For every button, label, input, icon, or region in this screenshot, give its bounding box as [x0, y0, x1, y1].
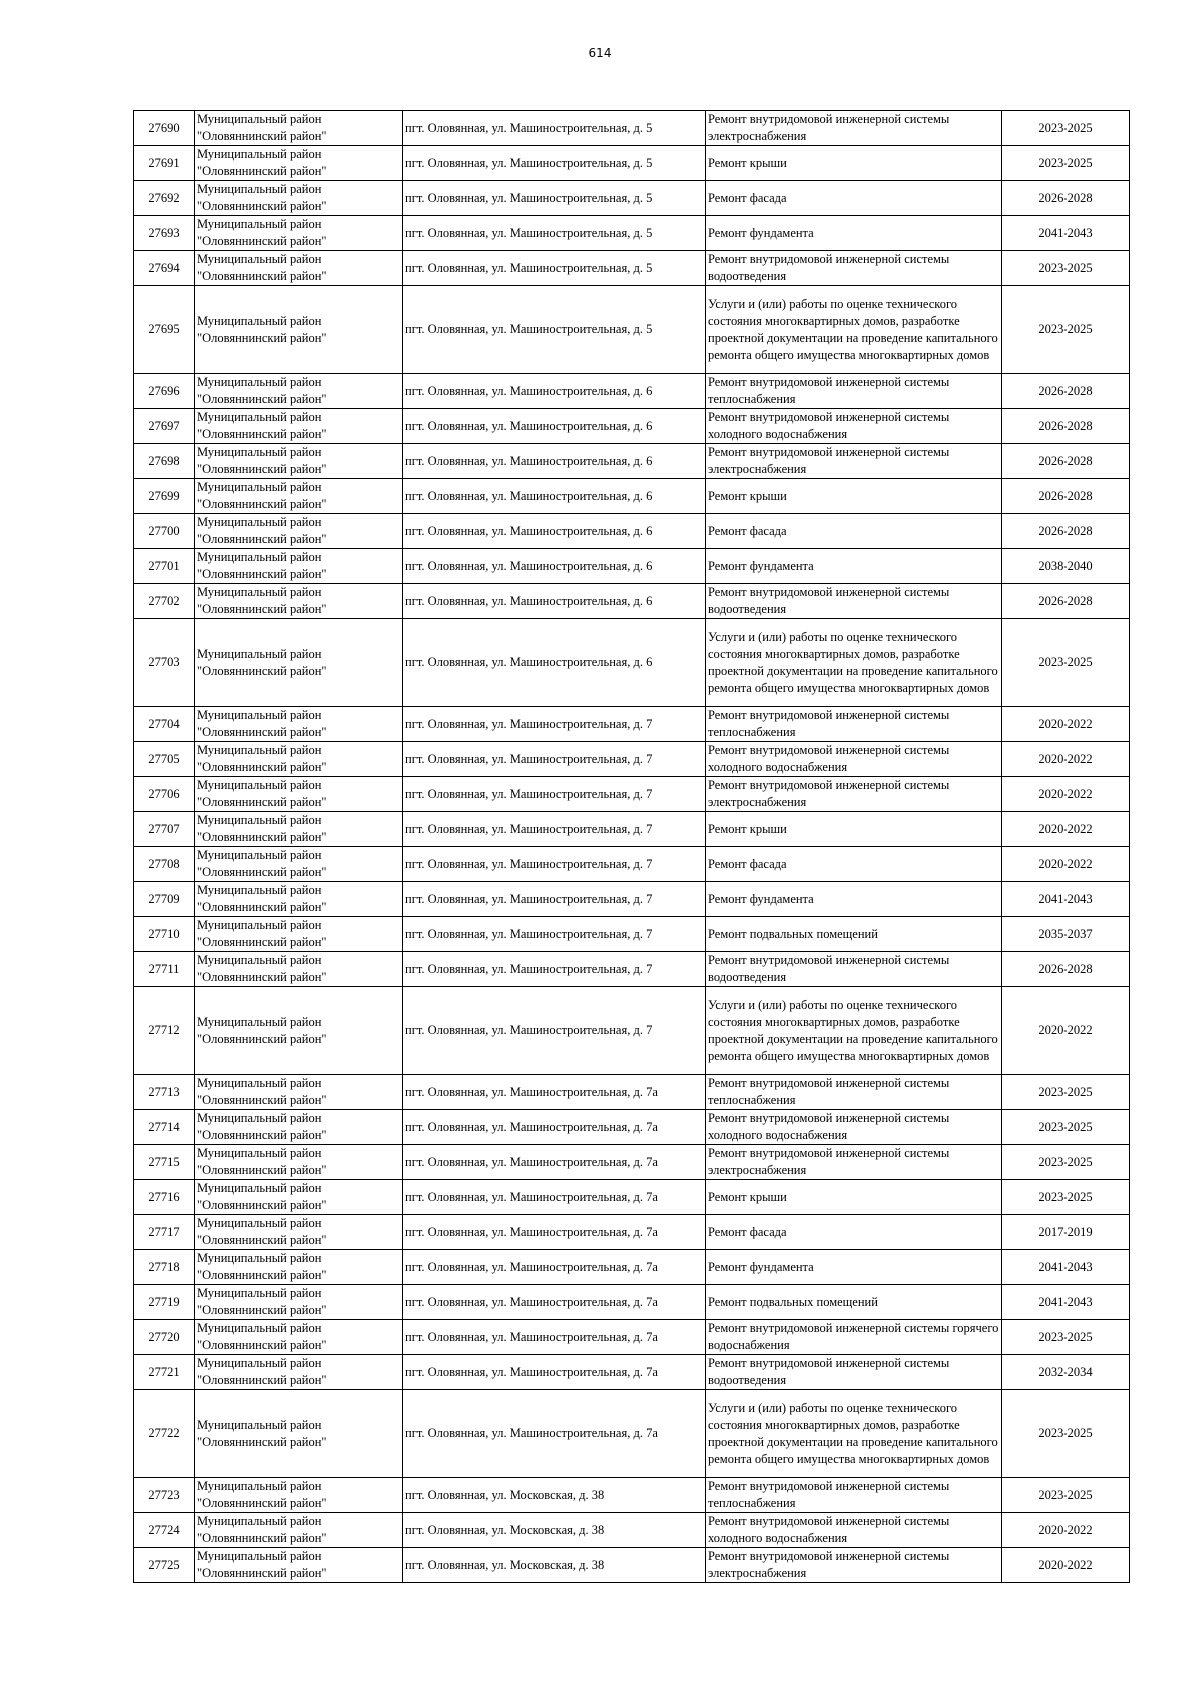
work-type-cell: Ремонт внутридомовой инженерной системы водоотведения — [706, 1355, 1002, 1390]
municipality-cell: Муниципальный район "Оловяннинский район" — [195, 181, 403, 216]
row-number: 27717 — [134, 1215, 195, 1250]
period-cell: 2023-2025 — [1002, 1390, 1130, 1478]
work-type-cell: Ремонт фундамента — [706, 216, 1002, 251]
table-row — [134, 847, 1130, 882]
address-cell: пгт. Оловянная, ул. Машиностроительная, д. 5 — [403, 286, 706, 374]
table-row — [134, 1513, 1130, 1548]
address-cell: пгт. Оловянная, ул. Машиностроительная, д. 5 — [403, 146, 706, 181]
table-row — [134, 216, 1130, 251]
municipality-cell: Муниципальный район "Оловяннинский район" — [195, 777, 403, 812]
municipality-cell: Муниципальный район "Оловяннинский район" — [195, 1390, 403, 1478]
work-type-cell: Ремонт внутридомовой инженерной системы теплоснабжения — [706, 374, 1002, 409]
row-number: 27713 — [134, 1075, 195, 1110]
work-type-cell: Ремонт внутридомовой инженерной системы холодного водоснабжения — [706, 1513, 1002, 1548]
work-type-cell: Ремонт крыши — [706, 146, 1002, 181]
address-cell: пгт. Оловянная, ул. Машиностроительная, д. 7 — [403, 847, 706, 882]
row-number: 27710 — [134, 917, 195, 952]
period-cell: 2023-2025 — [1002, 1180, 1130, 1215]
table-row — [134, 444, 1130, 479]
municipality-cell: Муниципальный район "Оловяннинский район" — [195, 917, 403, 952]
row-number: 27714 — [134, 1110, 195, 1145]
work-type-cell: Ремонт внутридомовой инженерной системы холодного водоснабжения — [706, 1110, 1002, 1145]
address-cell: пгт. Оловянная, ул. Машиностроительная, д. 7а — [403, 1180, 706, 1215]
row-number: 27722 — [134, 1390, 195, 1478]
row-number: 27701 — [134, 549, 195, 584]
address-cell: пгт. Оловянная, ул. Машиностроительная, д. 7 — [403, 952, 706, 987]
municipality-cell: Муниципальный район "Оловяннинский район" — [195, 514, 403, 549]
municipality-cell: Муниципальный район "Оловяннинский район" — [195, 584, 403, 619]
row-number: 27704 — [134, 707, 195, 742]
work-type-cell: Ремонт внутридомовой инженерной системы теплоснабжения — [706, 1478, 1002, 1513]
work-type-cell: Ремонт внутридомовой инженерной системы электроснабжения — [706, 111, 1002, 146]
row-number: 27703 — [134, 619, 195, 707]
row-number: 27693 — [134, 216, 195, 251]
work-type-cell: Услуги и (или) работы по оценке технического состояния многоквартирных домов, разработке проектной документации на проведение капитального ремонта общего имущества многоквартирных домов — [706, 987, 1002, 1075]
address-cell: пгт. Оловянная, ул. Машиностроительная, д. 5 — [403, 251, 706, 286]
table-row — [134, 1110, 1130, 1145]
work-type-cell: Ремонт подвальных помещений — [706, 1285, 1002, 1320]
table-row — [134, 742, 1130, 777]
address-cell: пгт. Оловянная, ул. Машиностроительная, д. 7а — [403, 1145, 706, 1180]
period-cell: 2038-2040 — [1002, 549, 1130, 584]
municipality-cell: Муниципальный район "Оловяннинский район" — [195, 1285, 403, 1320]
period-cell: 2020-2022 — [1002, 847, 1130, 882]
table-row — [134, 987, 1130, 1075]
period-cell: 2023-2025 — [1002, 1075, 1130, 1110]
period-cell: 2020-2022 — [1002, 742, 1130, 777]
address-cell: пгт. Оловянная, ул. Машиностроительная, д. 7 — [403, 777, 706, 812]
municipality-cell: Муниципальный район "Оловяннинский район" — [195, 146, 403, 181]
address-cell: пгт. Оловянная, ул. Машиностроительная, д. 7 — [403, 882, 706, 917]
period-cell: 2026-2028 — [1002, 409, 1130, 444]
municipality-cell: Муниципальный район "Оловяннинский район" — [195, 1075, 403, 1110]
municipality-cell: Муниципальный район "Оловяннинский район" — [195, 707, 403, 742]
work-type-cell: Ремонт внутридомовой инженерной системы холодного водоснабжения — [706, 409, 1002, 444]
municipality-cell: Муниципальный район "Оловяннинский район" — [195, 1355, 403, 1390]
work-type-cell: Ремонт крыши — [706, 812, 1002, 847]
row-number: 27697 — [134, 409, 195, 444]
work-type-cell: Ремонт внутридомовой инженерной системы электроснабжения — [706, 1145, 1002, 1180]
table-row — [134, 619, 1130, 707]
row-number: 27724 — [134, 1513, 195, 1548]
period-cell: 2026-2028 — [1002, 584, 1130, 619]
table-row — [134, 917, 1130, 952]
period-cell: 2020-2022 — [1002, 987, 1130, 1075]
row-number: 27711 — [134, 952, 195, 987]
work-type-cell: Ремонт внутридомовой инженерной системы теплоснабжения — [706, 1075, 1002, 1110]
table-row — [134, 409, 1130, 444]
period-cell: 2020-2022 — [1002, 1513, 1130, 1548]
address-cell: пгт. Оловянная, ул. Машиностроительная, д. 7а — [403, 1390, 706, 1478]
address-cell: пгт. Оловянная, ул. Машиностроительная, д. 6 — [403, 584, 706, 619]
address-cell: пгт. Оловянная, ул. Машиностроительная, д. 5 — [403, 181, 706, 216]
work-type-cell: Услуги и (или) работы по оценке технического состояния многоквартирных домов, разработке проектной документации на проведение капитального ремонта общего имущества многоквартирных домов — [706, 1390, 1002, 1478]
row-number: 27705 — [134, 742, 195, 777]
row-number: 27702 — [134, 584, 195, 619]
address-cell: пгт. Оловянная, ул. Машиностроительная, д. 7а — [403, 1355, 706, 1390]
work-type-cell: Ремонт внутридомовой инженерной системы электроснабжения — [706, 444, 1002, 479]
work-type-cell: Ремонт внутридомовой инженерной системы водоотведения — [706, 584, 1002, 619]
table-row — [134, 1215, 1130, 1250]
address-cell: пгт. Оловянная, ул. Машиностроительная, д. 6 — [403, 619, 706, 707]
table-row — [134, 952, 1130, 987]
work-type-cell: Ремонт фундамента — [706, 549, 1002, 584]
period-cell: 2020-2022 — [1002, 777, 1130, 812]
address-cell: пгт. Оловянная, ул. Московская, д. 38 — [403, 1478, 706, 1513]
table-row — [134, 1320, 1130, 1355]
period-cell: 2020-2022 — [1002, 707, 1130, 742]
table-row — [134, 707, 1130, 742]
row-number: 27699 — [134, 479, 195, 514]
table-row — [134, 1478, 1130, 1513]
row-number: 27723 — [134, 1478, 195, 1513]
period-cell: 2023-2025 — [1002, 286, 1130, 374]
table-row — [134, 111, 1130, 146]
table-row — [134, 1285, 1130, 1320]
municipality-cell: Муниципальный район "Оловяннинский район" — [195, 812, 403, 847]
table-row — [134, 777, 1130, 812]
work-type-cell: Ремонт фундамента — [706, 882, 1002, 917]
row-number: 27694 — [134, 251, 195, 286]
table-row — [134, 146, 1130, 181]
work-type-cell: Ремонт крыши — [706, 479, 1002, 514]
period-cell: 2023-2025 — [1002, 1320, 1130, 1355]
address-cell: пгт. Оловянная, ул. Машиностроительная, д. 6 — [403, 549, 706, 584]
municipality-cell: Муниципальный район "Оловяннинский район" — [195, 1180, 403, 1215]
period-cell: 2041-2043 — [1002, 882, 1130, 917]
table-body — [134, 111, 1130, 1583]
row-number: 27695 — [134, 286, 195, 374]
row-number: 27709 — [134, 882, 195, 917]
page-number: 614 — [588, 46, 612, 60]
period-cell: 2026-2028 — [1002, 181, 1130, 216]
work-type-cell: Ремонт внутридомовой инженерной системы теплоснабжения — [706, 707, 1002, 742]
address-cell: пгт. Оловянная, ул. Московская, д. 38 — [403, 1513, 706, 1548]
table-row — [134, 251, 1130, 286]
table-row — [134, 1145, 1130, 1180]
period-cell: 2023-2025 — [1002, 619, 1130, 707]
table-row — [134, 1250, 1130, 1285]
period-cell: 2017-2019 — [1002, 1215, 1130, 1250]
period-cell: 2023-2025 — [1002, 251, 1130, 286]
row-number: 27716 — [134, 1180, 195, 1215]
address-cell: пгт. Оловянная, ул. Машиностроительная, д. 6 — [403, 409, 706, 444]
address-cell: пгт. Оловянная, ул. Машиностроительная, д. 7 — [403, 812, 706, 847]
municipality-cell: Муниципальный район "Оловяннинский район" — [195, 1145, 403, 1180]
work-type-cell: Ремонт внутридомовой инженерной системы горячего водоснабжения — [706, 1320, 1002, 1355]
municipality-cell: Муниципальный район "Оловяннинский район" — [195, 1548, 403, 1583]
period-cell: 2023-2025 — [1002, 111, 1130, 146]
row-number: 27721 — [134, 1355, 195, 1390]
row-number: 27707 — [134, 812, 195, 847]
period-cell: 2023-2025 — [1002, 1478, 1130, 1513]
row-number: 27718 — [134, 1250, 195, 1285]
municipality-cell: Муниципальный район "Оловяннинский район" — [195, 479, 403, 514]
table-row — [134, 181, 1130, 216]
municipality-cell: Муниципальный район "Оловяннинский район" — [195, 444, 403, 479]
work-type-cell: Ремонт фасада — [706, 1215, 1002, 1250]
period-cell: 2041-2043 — [1002, 216, 1130, 251]
row-number: 27719 — [134, 1285, 195, 1320]
municipality-cell: Муниципальный район "Оловяннинский район" — [195, 1110, 403, 1145]
table-row — [134, 1355, 1130, 1390]
address-cell: пгт. Оловянная, ул. Московская, д. 38 — [403, 1548, 706, 1583]
municipality-cell: Муниципальный район "Оловяннинский район" — [195, 409, 403, 444]
table-row — [134, 882, 1130, 917]
period-cell: 2026-2028 — [1002, 479, 1130, 514]
period-cell: 2041-2043 — [1002, 1285, 1130, 1320]
work-type-cell: Услуги и (или) работы по оценке технического состояния многоквартирных домов, разработке проектной документации на проведение капитального ремонта общего имущества многоквартирных домов — [706, 619, 1002, 707]
period-cell: 2020-2022 — [1002, 1548, 1130, 1583]
period-cell: 2032-2034 — [1002, 1355, 1130, 1390]
work-type-cell: Ремонт фасада — [706, 847, 1002, 882]
work-type-cell: Ремонт крыши — [706, 1180, 1002, 1215]
row-number: 27706 — [134, 777, 195, 812]
address-cell: пгт. Оловянная, ул. Машиностроительная, д. 7а — [403, 1075, 706, 1110]
period-cell: 2026-2028 — [1002, 514, 1130, 549]
table-row — [134, 374, 1130, 409]
municipality-cell: Муниципальный район "Оловяннинский район" — [195, 882, 403, 917]
address-cell: пгт. Оловянная, ул. Машиностроительная, д. 5 — [403, 111, 706, 146]
table-row — [134, 584, 1130, 619]
municipality-cell: Муниципальный район "Оловяннинский район" — [195, 1215, 403, 1250]
municipality-cell: Муниципальный район "Оловяннинский район" — [195, 742, 403, 777]
table-row — [134, 1390, 1130, 1478]
address-cell: пгт. Оловянная, ул. Машиностроительная, д. 6 — [403, 479, 706, 514]
work-type-cell: Услуги и (или) работы по оценке технического состояния многоквартирных домов, разработке проектной документации на проведение капитального ремонта общего имущества многоквартирных домов — [706, 286, 1002, 374]
row-number: 27692 — [134, 181, 195, 216]
row-number: 27691 — [134, 146, 195, 181]
work-type-cell: Ремонт внутридомовой инженерной системы холодного водоснабжения — [706, 742, 1002, 777]
row-number: 27698 — [134, 444, 195, 479]
address-cell: пгт. Оловянная, ул. Машиностроительная, д. 6 — [403, 514, 706, 549]
row-number: 27725 — [134, 1548, 195, 1583]
period-cell: 2023-2025 — [1002, 1145, 1130, 1180]
address-cell: пгт. Оловянная, ул. Машиностроительная, д. 7а — [403, 1215, 706, 1250]
repair-schedule-table — [133, 110, 1130, 1583]
row-number: 27690 — [134, 111, 195, 146]
work-type-cell: Ремонт внутридомовой инженерной системы водоотведения — [706, 251, 1002, 286]
municipality-cell: Муниципальный район "Оловяннинский район" — [195, 619, 403, 707]
table-row — [134, 1548, 1130, 1583]
row-number: 27715 — [134, 1145, 195, 1180]
row-number: 27712 — [134, 987, 195, 1075]
row-number: 27708 — [134, 847, 195, 882]
municipality-cell: Муниципальный район "Оловяннинский район" — [195, 987, 403, 1075]
address-cell: пгт. Оловянная, ул. Машиностроительная, д. 5 — [403, 216, 706, 251]
municipality-cell: Муниципальный район "Оловяннинский район" — [195, 251, 403, 286]
table-row — [134, 514, 1130, 549]
work-type-cell: Ремонт фасада — [706, 181, 1002, 216]
municipality-cell: Муниципальный район "Оловяннинский район" — [195, 549, 403, 584]
municipality-cell: Муниципальный район "Оловяннинский район" — [195, 1513, 403, 1548]
municipality-cell: Муниципальный район "Оловяннинский район" — [195, 374, 403, 409]
work-type-cell: Ремонт внутридомовой инженерной системы электроснабжения — [706, 777, 1002, 812]
period-cell: 2041-2043 — [1002, 1250, 1130, 1285]
table-row — [134, 1180, 1130, 1215]
municipality-cell: Муниципальный район "Оловяннинский район" — [195, 1320, 403, 1355]
period-cell: 2023-2025 — [1002, 1110, 1130, 1145]
address-cell: пгт. Оловянная, ул. Машиностроительная, д. 7 — [403, 742, 706, 777]
table-row — [134, 1075, 1130, 1110]
municipality-cell: Муниципальный район "Оловяннинский район" — [195, 286, 403, 374]
row-number: 27700 — [134, 514, 195, 549]
municipality-cell: Муниципальный район "Оловяннинский район" — [195, 111, 403, 146]
period-cell: 2026-2028 — [1002, 444, 1130, 479]
municipality-cell: Муниципальный район "Оловяннинский район" — [195, 216, 403, 251]
period-cell: 2035-2037 — [1002, 917, 1130, 952]
address-cell: пгт. Оловянная, ул. Машиностроительная, д. 7 — [403, 987, 706, 1075]
address-cell: пгт. Оловянная, ул. Машиностроительная, д. 7а — [403, 1250, 706, 1285]
row-number: 27720 — [134, 1320, 195, 1355]
municipality-cell: Муниципальный район "Оловяннинский район" — [195, 1250, 403, 1285]
work-type-cell: Ремонт внутридомовой инженерной системы водоотведения — [706, 952, 1002, 987]
table-row — [134, 286, 1130, 374]
table-row — [134, 479, 1130, 514]
work-type-cell: Ремонт подвальных помещений — [706, 917, 1002, 952]
address-cell: пгт. Оловянная, ул. Машиностроительная, д. 6 — [403, 444, 706, 479]
period-cell: 2023-2025 — [1002, 146, 1130, 181]
period-cell: 2026-2028 — [1002, 374, 1130, 409]
address-cell: пгт. Оловянная, ул. Машиностроительная, д. 7а — [403, 1320, 706, 1355]
work-type-cell: Ремонт фасада — [706, 514, 1002, 549]
address-cell: пгт. Оловянная, ул. Машиностроительная, д. 6 — [403, 374, 706, 409]
municipality-cell: Муниципальный район "Оловяннинский район" — [195, 952, 403, 987]
address-cell: пгт. Оловянная, ул. Машиностроительная, д. 7 — [403, 917, 706, 952]
address-cell: пгт. Оловянная, ул. Машиностроительная, д. 7а — [403, 1110, 706, 1145]
table-row — [134, 549, 1130, 584]
address-cell: пгт. Оловянная, ул. Машиностроительная, д. 7а — [403, 1285, 706, 1320]
table-row — [134, 812, 1130, 847]
work-type-cell: Ремонт фундамента — [706, 1250, 1002, 1285]
municipality-cell: Муниципальный район "Оловяннинский район" — [195, 847, 403, 882]
municipality-cell: Муниципальный район "Оловяннинский район" — [195, 1478, 403, 1513]
address-cell: пгт. Оловянная, ул. Машиностроительная, д. 7 — [403, 707, 706, 742]
row-number: 27696 — [134, 374, 195, 409]
work-type-cell: Ремонт внутридомовой инженерной системы электроснабжения — [706, 1548, 1002, 1583]
period-cell: 2020-2022 — [1002, 812, 1130, 847]
period-cell: 2026-2028 — [1002, 952, 1130, 987]
